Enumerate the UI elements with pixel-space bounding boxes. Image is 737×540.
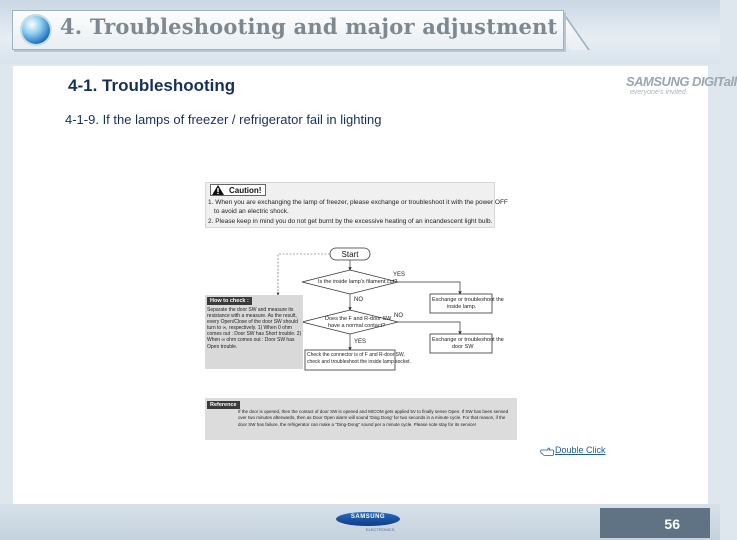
flow-action-2-line-2: door SW [452, 344, 474, 350]
reference-body: If the door is opened, then the contact of door SW is opened and MICOM gets applied 5V to finally sense Open. If SW has been sensed over two minutes afterwards, then as Door Open alarm will sound 'Ding Dong' for two seconds in a minute cycle. For that reason, if the door SW has failure, the refrigerator can make a "Ding-Dong" sound per a minute cycle. Please note stay for its service! [238, 409, 509, 427]
flow-no-2: NO [394, 313, 403, 319]
section-subtitle: 4-1-9. If the lamps of freezer / refrigerator fail in lighting [65, 112, 382, 127]
logo-tagline: everyone's invited. [630, 89, 688, 96]
page-number: 56 [664, 516, 680, 532]
flow-action-1-line-2: inside lamp. [447, 304, 477, 310]
samsung-digitall-logo: SAMSUNG DIGITall [626, 74, 737, 89]
double-click-link[interactable]: Double Click [555, 445, 606, 455]
how-to-check-heading: How to check : [207, 297, 252, 305]
flow-yes-2: YES [354, 339, 367, 345]
caution-line-1: 1. When you are exchanging the lamp of freezer, please exchange or troubleshoot it with the power OFF [208, 199, 508, 206]
flow-start-label: Start [341, 250, 359, 259]
reference-heading: Reference [207, 401, 240, 409]
samsung-logo-text: SAMSUNG [350, 514, 386, 520]
flow-action-2-line-1: Exchange or troubleshoot the [432, 337, 504, 343]
header-title: 4. Troubleshooting and major adjustment [60, 14, 558, 39]
flow-action-3-line-1: Check the connector is of F and R-door SW, [307, 352, 405, 358]
warning-triangle-icon [212, 185, 224, 195]
flow-action-3-line-2: check and troubleshoot the inside lamp socket. [307, 359, 411, 365]
flow-question-2-line-2: have a normal contact? [328, 323, 386, 329]
section-title: 4-1. Troubleshooting [68, 76, 236, 95]
caution-line-2: to avoid an electric shock. [214, 208, 289, 215]
how-to-check-body: Separate the door SW and measure its resistance with a measure. As the result, every Open/Close of the door SW should turn to ∞, respectively. 1) When 0 ohm comes out : Door SW has Short trouble. 2) When ∞ ohm comes out : Door SW has Open trouble. [207, 307, 302, 350]
flow-question-2-line-1: Does the F and R-door SW [325, 316, 392, 322]
flow-no-1: NO [354, 297, 363, 303]
flow-action-1-line-1: Exchange or troubleshoot the [432, 297, 504, 303]
caution-heading: Caution! [210, 184, 266, 196]
caution-line-3: 2. Please keep in mind you do not get burnt by the excessive heating of an incandescent light bulb. [208, 218, 493, 225]
flow-yes-1: YES [393, 272, 406, 278]
samsung-electronics-text: ELECTRONICS [366, 527, 395, 532]
header-orb-icon [22, 16, 50, 44]
flow-question-1: Is the inside lamp's filament cut? [318, 279, 398, 285]
